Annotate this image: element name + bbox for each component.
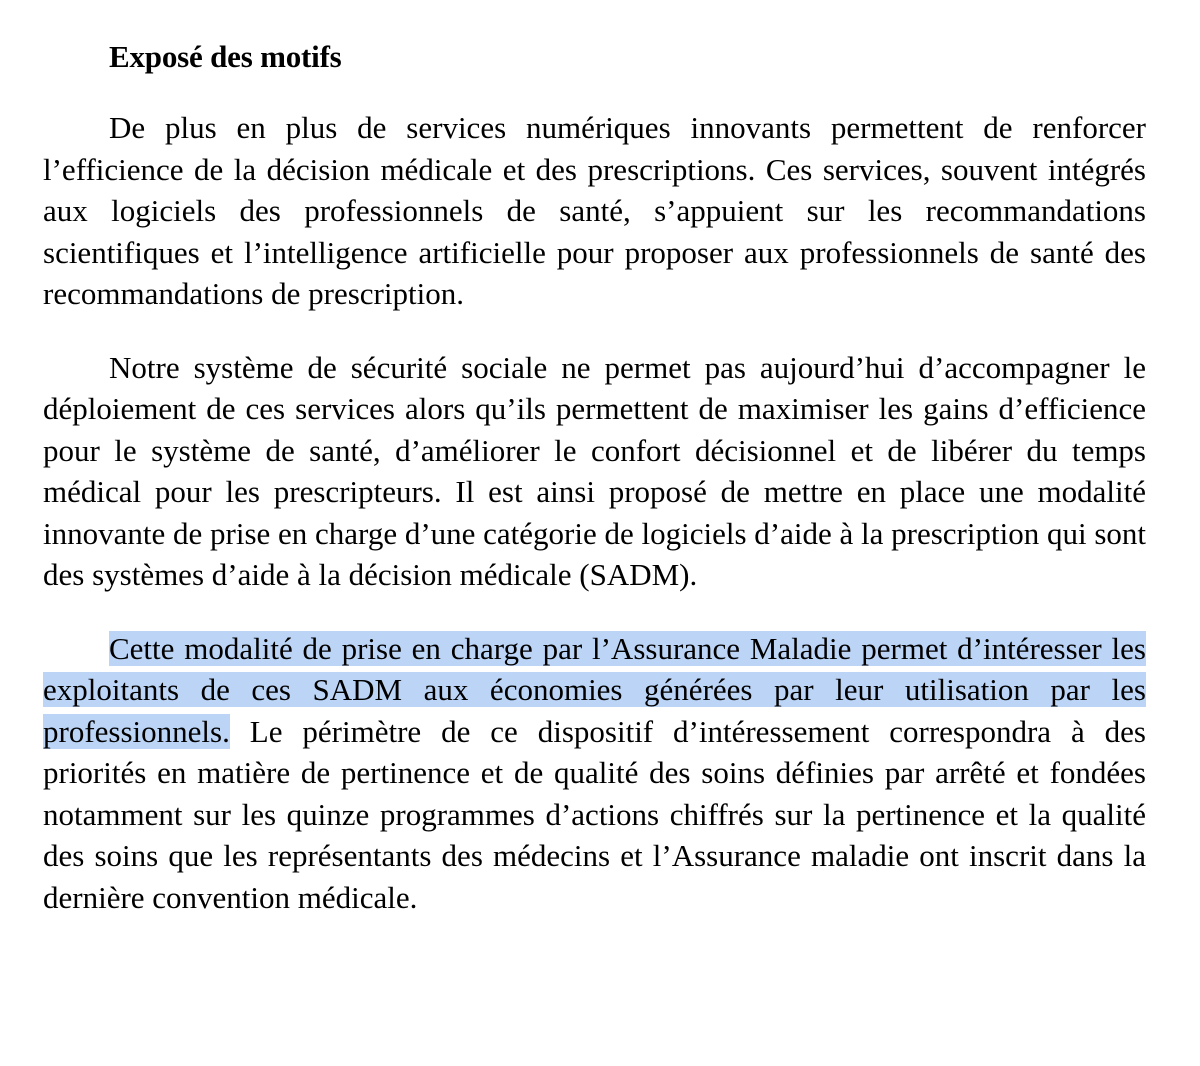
text-selection-highlight[interactable]: Cette modalité de prise en charge par l’Assurance Maladie permet d’intéresser les exploitants de ces SADM aux économies générées par leur utilisation par les professionnels. xyxy=(43,630,1146,749)
paragraph-2[interactable] xyxy=(43,347,1146,596)
paragraph-3-text[interactable]: Le périmètre de ce dispositif d’intéressement correspondra à des priorités en matière de pertinence et de qualité des soins définies par arrêté et fondées notamment sur les quinze programmes d’actions chiffrés sur la pertinence et la qualité des soins que les représentants des médecins et l’Assurance maladie ont inscrit dans la dernière convention médicale. xyxy=(43,713,1146,915)
paragraph-1-text[interactable]: De plus en plus de services numériques innovants permettent de renforcer l’efficience de la décision médicale et des prescriptions. Ces services, souvent intégrés aux logiciels des professionnels de santé, s’appuient sur les recommandations scientifiques et l’intelligence artificielle pour proposer aux professionnels de santé des recommandations de prescription. xyxy=(43,110,1146,311)
paragraph-2-text[interactable]: Notre système de sécurité sociale ne permet pas aujourd’hui d’accompagner le déploiement de ces services alors qu’ils permettent de maximiser les gains d’efficience pour le système de santé, d’améliorer le confort décisionnel et de libérer du temps médical pour les prescripteurs. Il est ainsi proposé de mettre en place une modalité innovante de prise en charge d’une catégorie de logiciels d’aide à la prescription qui sont des systèmes d’aide à la décision médicale (SADM). xyxy=(43,349,1146,592)
paragraph-3[interactable] xyxy=(43,628,1146,919)
document-page xyxy=(43,36,1146,950)
paragraph-1[interactable] xyxy=(43,107,1146,315)
section-heading: Exposé des motifs xyxy=(109,39,342,74)
